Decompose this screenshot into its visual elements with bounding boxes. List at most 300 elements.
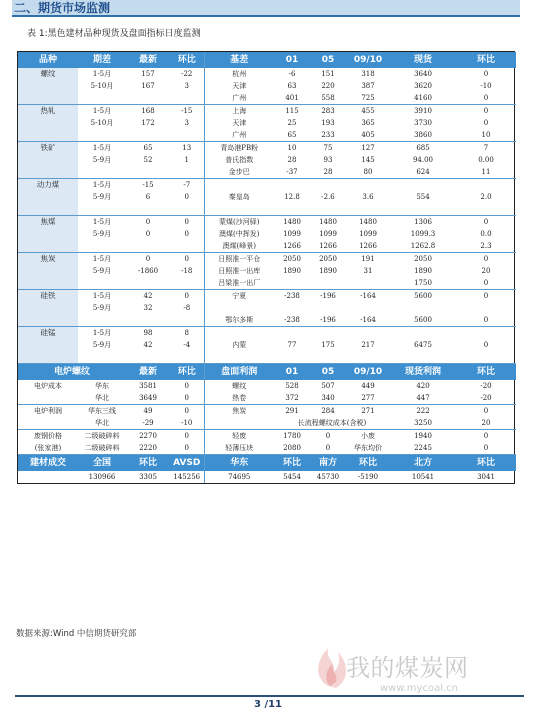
data-cell (346, 179, 390, 192)
data-cell: 二级破碎料 (78, 430, 126, 443)
data-cell: 340 (321, 394, 335, 403)
data-cell: 2220 (139, 444, 157, 453)
data-cell: 焦炭 (204, 405, 274, 418)
data-cell: 0 (456, 253, 516, 266)
data-cell: 电炉成本 (34, 382, 62, 391)
table-row (18, 417, 516, 430)
table-row (18, 430, 516, 443)
header-cell: 09/10 (346, 364, 390, 381)
data-cell: 0 (483, 279, 489, 288)
data-cell: 2245 (414, 444, 432, 453)
header-cell: 品种 (18, 52, 78, 68)
data-cell (346, 203, 390, 215)
variety-cell (18, 154, 78, 166)
data-cell: 3860 (414, 131, 432, 140)
data-cell: 172 (141, 119, 155, 128)
data-cell: 废钢价格 (18, 430, 78, 443)
variety-cell (18, 191, 78, 203)
data-cell: 华北 (95, 419, 109, 428)
data-cell (204, 351, 274, 363)
data-cell (170, 351, 204, 363)
data-cell (310, 351, 346, 363)
data-cell: 1-5月 (78, 105, 126, 118)
data-cell (204, 203, 274, 215)
header-cell: 全国 (78, 455, 126, 472)
data-cell: 1099 (319, 230, 337, 239)
header-cell: 北方 (390, 455, 456, 472)
data-cell: 热卷 (204, 392, 274, 405)
data-cell: 12.8 (284, 193, 300, 202)
data-cell: 10541 (411, 473, 435, 482)
data-cell (78, 277, 126, 290)
data-cell (126, 240, 170, 253)
data-cell: 528 (285, 382, 299, 391)
data-cell: 0 (456, 216, 516, 229)
data-cell: 157 (141, 70, 155, 79)
table-row (18, 327, 516, 340)
data-cell (126, 277, 170, 290)
data-cell: 1-5月 (78, 253, 126, 266)
data-cell: 271 (346, 405, 390, 418)
data-cell (78, 92, 126, 105)
data-cell: 长流程螺纹成本(含税) (297, 419, 367, 428)
data-cell (78, 351, 126, 363)
data-cell: -164 (346, 290, 390, 303)
data-cell: 7 (456, 142, 516, 155)
data-cell: 上海 (204, 105, 274, 118)
table-row (18, 117, 516, 129)
data-cell: 0 (170, 216, 204, 229)
data-cell: 1750 (414, 279, 432, 288)
data-cell: 3 (184, 82, 189, 91)
data-cell: 558 (321, 94, 335, 103)
variety-cell (18, 277, 78, 290)
data-cell: 455 (346, 105, 390, 118)
data-cell: 3 (184, 119, 189, 128)
data-cell: 277 (361, 394, 375, 403)
data-cell: 1306 (390, 216, 456, 229)
data-cell (390, 302, 456, 314)
header-cell: 最新 (126, 52, 170, 68)
data-cell: 3730 (414, 119, 432, 128)
variety-cell (18, 351, 78, 363)
table-row (18, 314, 516, 327)
header-cell: 最新 (126, 364, 170, 381)
data-cell: 20 (481, 267, 491, 276)
data-cell: 天津 (204, 80, 274, 92)
data-cell: -15 (126, 179, 170, 192)
data-cell: -238 (274, 290, 310, 303)
data-cell: 1480 (274, 216, 310, 229)
data-cell: 28 (323, 168, 333, 177)
data-cell: 1266 (283, 242, 301, 251)
variety-cell (18, 265, 78, 277)
data-cell: 145 (361, 156, 375, 165)
data-cell: -29 (142, 419, 154, 428)
data-cell: 1480 (310, 216, 346, 229)
data-cell: 31 (363, 267, 373, 276)
data-cell: 507 (321, 382, 335, 391)
data-cell: 华东 (95, 382, 109, 391)
data-cell: -8 (183, 304, 191, 313)
variety-cell: 铁矿 (18, 142, 78, 155)
variety-cell: 螺纹 (18, 68, 78, 80)
data-cell: 2.0 (480, 193, 492, 202)
data-cell: 220 (321, 82, 335, 91)
data-cell: 4160 (414, 94, 432, 103)
data-cell: 52 (143, 156, 153, 165)
table-row (18, 442, 516, 455)
data-cell: 3649 (139, 394, 157, 403)
data-cell (78, 240, 126, 253)
data-cell: 0 (483, 444, 489, 453)
data-cell: 447 (416, 394, 430, 403)
data-cell: 华东均价 (354, 444, 382, 453)
data-cell: 1890 (414, 267, 432, 276)
data-cell: 127 (346, 142, 390, 155)
data-cell: 365 (361, 119, 375, 128)
header-cell: 现货 (390, 52, 456, 68)
data-cell: -164 (360, 316, 376, 325)
data-cell (18, 471, 78, 483)
data-cell: 1262.8 (410, 242, 436, 251)
data-cell (170, 129, 204, 142)
page-number: 3 /11 (254, 699, 283, 710)
data-cell: 420 (416, 382, 430, 391)
data-cell: 1890 (283, 267, 301, 276)
section-title: 二、期货市场监测 (12, 0, 520, 17)
data-cell: 291 (274, 405, 310, 418)
data-cell (204, 302, 274, 314)
data-cell: 372 (285, 394, 299, 403)
data-cell: 1266 (359, 242, 377, 251)
data-cell: 6475 (414, 341, 432, 350)
data-cell: 0 (184, 394, 189, 403)
data-cell: -10 (181, 419, 193, 428)
data-cell: 32 (143, 304, 153, 313)
header-row (18, 52, 516, 68)
data-cell (390, 327, 456, 340)
header-cell: 期差 (78, 52, 126, 68)
data-cell (274, 302, 310, 314)
table-row (18, 277, 516, 290)
data-cell: -4 (183, 341, 191, 350)
header-cell: 环比 (274, 455, 310, 472)
data-cell: 405 (361, 131, 375, 140)
table-row (18, 228, 516, 240)
data-cell (170, 240, 204, 253)
data-cell: -22 (181, 70, 193, 79)
data-cell: 0 (310, 430, 346, 443)
data-cell: 0 (483, 119, 489, 128)
watermark-url: www.mycoal.cn (380, 683, 458, 694)
data-cell (390, 203, 456, 215)
data-cell: 233 (321, 131, 335, 140)
data-cell: 725 (361, 94, 375, 103)
table-row (18, 129, 516, 142)
data-cell (126, 314, 170, 327)
table-row (18, 179, 516, 192)
variety-cell (18, 166, 78, 179)
data-cell (204, 417, 274, 430)
data-cell: 284 (310, 405, 346, 418)
table-row (18, 290, 516, 303)
data-cell: -10 (480, 82, 492, 91)
header-cell: 环比 (170, 52, 204, 68)
data-cell: 0.00 (478, 156, 494, 165)
header-cell: 环比 (126, 455, 170, 472)
footer-rule (15, 695, 524, 697)
data-cell: 191 (346, 253, 390, 266)
data-cell: 0 (483, 94, 489, 103)
data-cell (346, 277, 390, 290)
header-cell: 环比 (456, 364, 516, 381)
data-cell: 0 (170, 430, 204, 443)
data-cell (126, 351, 170, 363)
data-cell: 3910 (390, 105, 456, 118)
data-cell: 5-9月 (92, 304, 112, 313)
data-cell: 65 (126, 142, 170, 155)
data-cell: 1780 (274, 430, 310, 443)
data-cell (274, 179, 310, 192)
table-row (18, 105, 516, 118)
data-cell: 3250 (414, 419, 432, 428)
data-cell: 小废 (346, 430, 390, 443)
header-cell: 电炉螺纹 (18, 364, 126, 381)
variety-cell (18, 92, 78, 105)
header-cell: 环比 (456, 52, 516, 68)
data-cell: 10 (274, 142, 310, 155)
data-cell: 天津 (204, 117, 274, 129)
data-cell: 吕梁准一出厂 (204, 277, 274, 290)
table-row (18, 392, 516, 405)
data-cell (456, 302, 516, 314)
data-cell: 1266 (319, 242, 337, 251)
data-cell: -20 (480, 394, 492, 403)
data-cell: 554 (416, 193, 430, 202)
header-cell: 01 (274, 52, 310, 68)
data-cell: 0 (184, 230, 189, 239)
data-cell: 685 (390, 142, 456, 155)
variety-cell: 热轧 (18, 105, 78, 118)
variety-cell (18, 314, 78, 327)
data-cell: 1-5月 (92, 70, 112, 79)
data-cell: 42 (143, 341, 153, 350)
data-cell (346, 327, 390, 340)
data-cell: 0 (126, 216, 170, 229)
data-source: 数据来源:Wind 中信期货研究部 (16, 629, 137, 639)
data-cell: 0 (456, 405, 516, 418)
data-cell: 1099 (359, 230, 377, 239)
data-cell: 93 (323, 156, 333, 165)
data-cell: 98 (126, 327, 170, 340)
data-cell (170, 277, 204, 290)
data-cell: -15 (170, 105, 204, 118)
data-cell: 25 (287, 119, 297, 128)
data-cell (126, 129, 170, 142)
header-cell: 环比 (170, 364, 204, 381)
data-cell (18, 417, 78, 430)
data-cell: 94.00 (412, 156, 434, 165)
data-cell: 1-5月 (78, 290, 126, 303)
header-cell: 05 (310, 364, 346, 381)
data-cell: 2050 (310, 253, 346, 266)
data-cell (274, 203, 310, 215)
table-caption: 表 1:黑色建材品种现货及盘面指标日度监测 (27, 29, 201, 39)
data-cell: 0 (170, 290, 204, 303)
data-cell: 449 (361, 382, 375, 391)
data-cell: 5600 (414, 316, 432, 325)
data-cell: -6 (288, 70, 296, 79)
header-cell: 基差 (204, 52, 274, 68)
data-cell (310, 179, 346, 192)
data-cell: 65 (287, 131, 297, 140)
data-cell: 2050 (390, 253, 456, 266)
data-cell: 鄂尔多斯 (204, 314, 274, 327)
data-cell: (张家港) (34, 444, 62, 453)
data-cell (456, 327, 516, 340)
variety-cell (18, 80, 78, 92)
data-cell: 168 (126, 105, 170, 118)
data-cell: 日照准一平仓 (204, 253, 274, 266)
data-cell: 3041 (477, 473, 495, 482)
data-cell: 广州 (204, 92, 274, 105)
variety-cell (18, 228, 78, 240)
table-row (18, 240, 516, 253)
data-cell: 2080 (283, 444, 301, 453)
data-cell: 5-9月 (92, 193, 112, 202)
data-cell: 0 (456, 105, 516, 118)
header-cell: 环比 (456, 455, 516, 472)
data-cell: 63 (287, 82, 297, 91)
table-row (18, 154, 516, 166)
data-cell (78, 203, 126, 215)
data-cell: 77 (287, 341, 297, 350)
data-cell: 80 (363, 168, 373, 177)
data-cell (346, 302, 390, 314)
table-row (18, 380, 516, 392)
data-cell (390, 179, 456, 192)
data-cell: 5-10月 (90, 119, 114, 128)
data-cell: 蒙煤(沙河驿) (204, 216, 274, 229)
data-cell: 217 (361, 341, 375, 350)
data-cell: 401 (285, 94, 299, 103)
variety-cell (18, 240, 78, 253)
data-cell: 0.0 (480, 230, 492, 239)
data-cell: 11 (481, 168, 491, 177)
data-cell (78, 166, 126, 179)
data-cell: 167 (141, 82, 155, 91)
data-cell: 2.3 (480, 242, 492, 251)
data-cell: 5-9月 (92, 156, 112, 165)
table-row (18, 92, 516, 105)
header-cell: 华东 (204, 455, 274, 472)
data-cell: 普氏指数 (204, 154, 274, 166)
data-cell: 0 (456, 430, 516, 443)
header-cell: 05 (310, 52, 346, 68)
table-row (18, 68, 516, 80)
data-cell (456, 203, 516, 215)
table-row (18, 339, 516, 351)
variety-cell: 动力煤 (18, 179, 78, 192)
data-cell: 5-10月 (90, 82, 114, 91)
data-cell (170, 92, 204, 105)
table-row (18, 142, 516, 155)
data-cell: 283 (310, 105, 346, 118)
data-cell: 624 (416, 168, 430, 177)
data-cell: 澳煤(峰景) (204, 240, 274, 253)
variety-cell: 焦炭 (18, 253, 78, 266)
data-cell (78, 314, 126, 327)
table-row (18, 471, 516, 483)
table-row (18, 351, 516, 363)
data-cell: -238 (284, 316, 300, 325)
data-cell: 8 (170, 327, 204, 340)
data-cell: 2050 (274, 253, 310, 266)
header-row (18, 364, 516, 381)
data-cell (390, 351, 456, 363)
data-cell: 151 (321, 70, 335, 79)
watermark-text: 我的煤炭网 (346, 654, 469, 682)
variety-cell (18, 129, 78, 142)
data-cell (274, 351, 310, 363)
data-cell: -18 (181, 267, 193, 276)
table-row (18, 80, 516, 92)
data-cell (310, 327, 346, 340)
data-cell (126, 166, 170, 179)
data-cell (204, 327, 274, 340)
data-cell: 5-9月 (92, 267, 112, 276)
variety-cell (18, 302, 78, 314)
data-cell: 3640 (414, 70, 432, 79)
variety-cell: 硅铁 (18, 290, 78, 303)
data-cell: 澳煤(中挥发) (204, 228, 274, 240)
variety-cell: 硅锰 (18, 327, 78, 340)
data-cell: 1099 (283, 230, 301, 239)
data-cell: 42 (126, 290, 170, 303)
data-cell: 387 (361, 82, 375, 91)
data-cell (126, 92, 170, 105)
header-cell: 盘面利润 (204, 364, 274, 381)
data-cell: 3581 (139, 382, 157, 391)
data-cell: 5-9月 (92, 341, 112, 350)
data-cell: 1-5月 (78, 327, 126, 340)
data-cell: 2270 (126, 430, 170, 443)
data-cell (204, 179, 274, 192)
data-cell: -20 (480, 382, 492, 391)
data-cell: 145256 (173, 473, 201, 482)
header-row (18, 455, 516, 472)
data-cell: 轻废 (204, 430, 274, 443)
variety-cell (18, 203, 78, 215)
data-cell (310, 277, 346, 290)
header-cell: 环比 (346, 455, 390, 472)
data-cell: 20 (481, 419, 491, 428)
data-cell (170, 314, 204, 327)
data-cell: 28 (287, 156, 297, 165)
data-cell: -196 (310, 290, 346, 303)
data-cell: 宁夏 (204, 290, 274, 303)
data-cell (18, 392, 78, 405)
data-cell: 广州 (204, 129, 274, 142)
data-cell: 3.6 (362, 193, 374, 202)
data-cell: -2.6 (321, 193, 335, 202)
variety-cell (18, 117, 78, 129)
table-row (18, 191, 516, 203)
data-cell: 175 (321, 341, 335, 350)
variety-cell: 焦煤 (18, 216, 78, 229)
table-row (18, 216, 516, 229)
